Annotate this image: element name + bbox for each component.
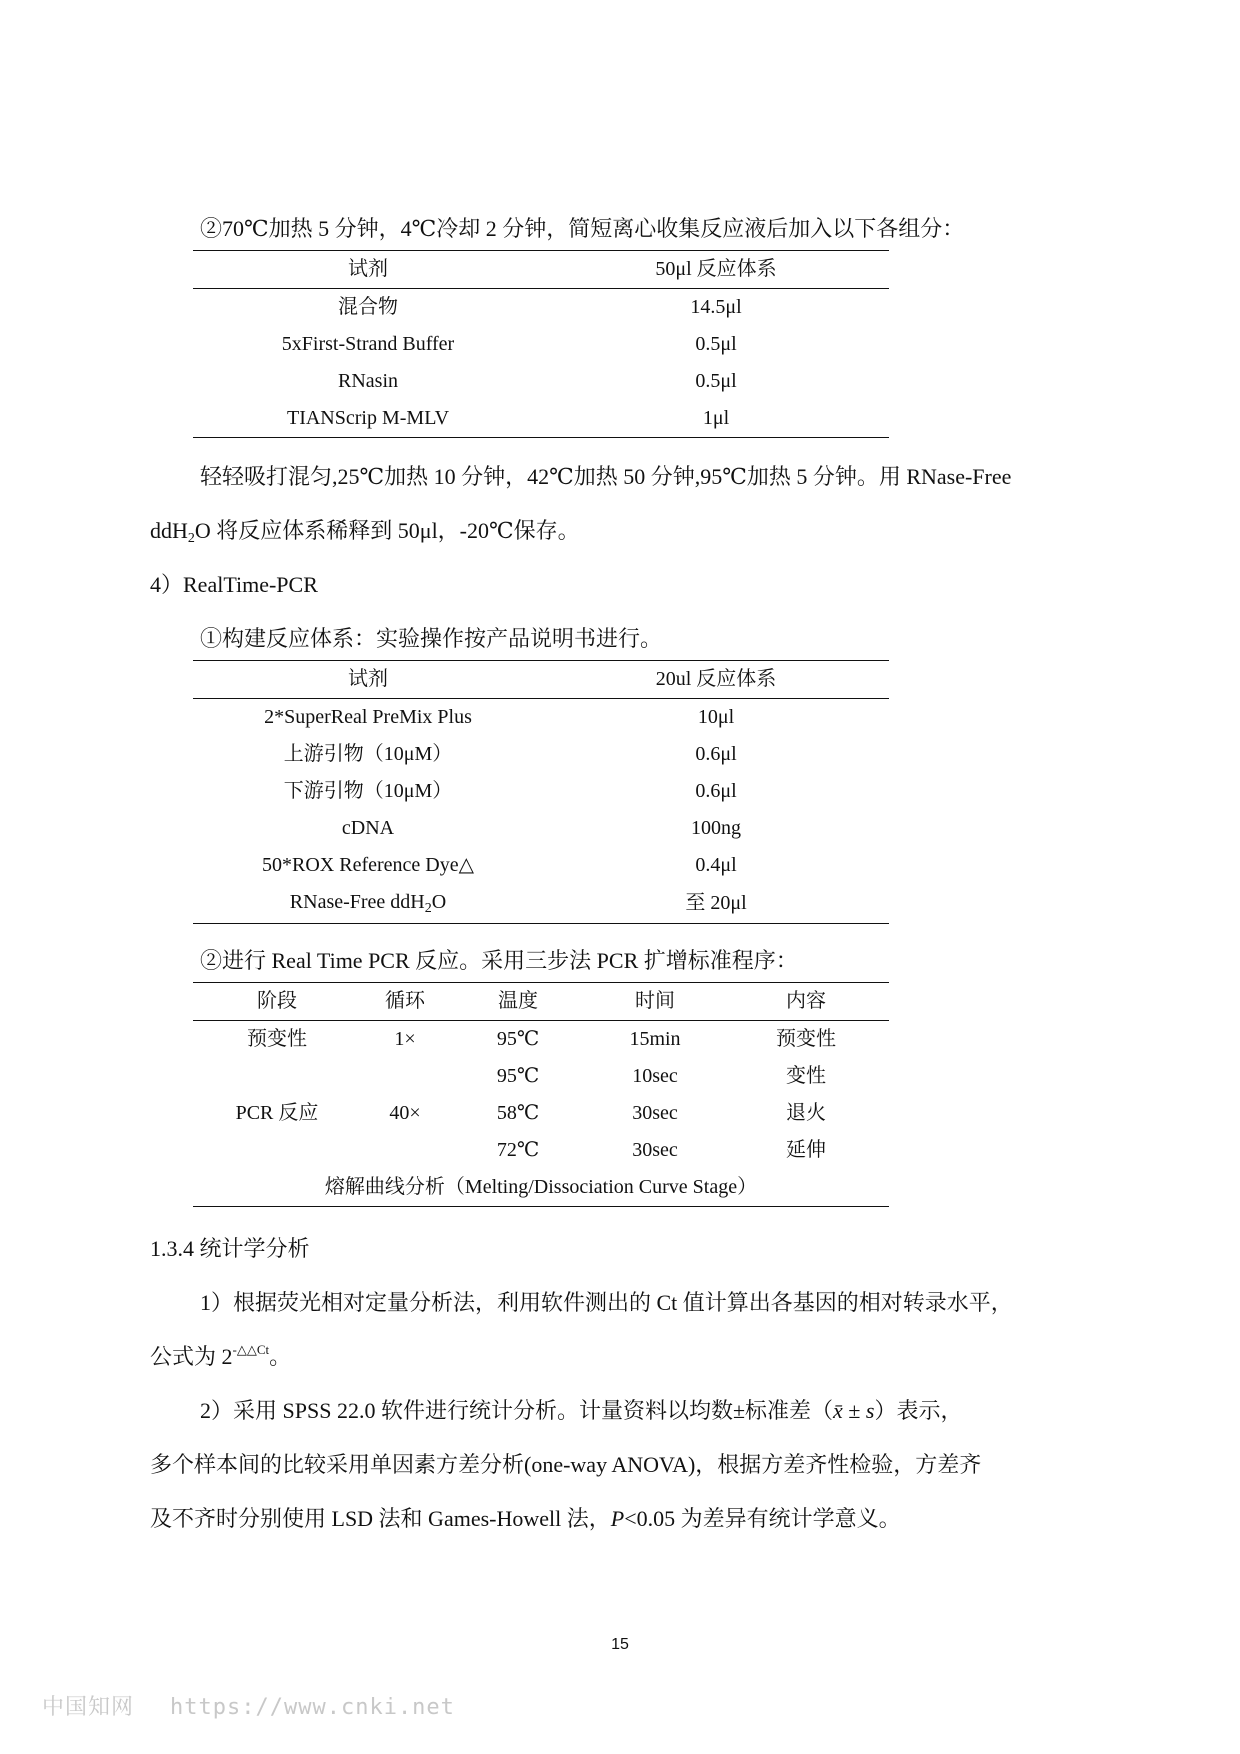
table-cell: RNasin	[338, 370, 398, 392]
table-cell: 100ng	[691, 817, 741, 839]
table-cell: 58℃	[496, 1102, 540, 1124]
watermark-url: https://www.cnki.net	[170, 1695, 455, 1720]
subscript: 2	[424, 901, 432, 916]
table-cell: 至 20μl	[685, 892, 747, 914]
text-span: RNase-Free ddH	[289, 891, 425, 913]
table-header-cell: 阶段	[257, 990, 297, 1012]
watermark	[42, 1690, 455, 1721]
table-cell: 40×	[389, 1102, 421, 1124]
table-cell: 30sec	[632, 1102, 678, 1124]
text-span: ddH	[150, 518, 188, 543]
formula-mean-sd: x̄ ± s	[833, 1398, 875, 1423]
table-cell: 5xFirst-Strand Buffer	[281, 333, 455, 355]
stats-paragraph2-line3	[150, 1505, 901, 1533]
table-row	[193, 847, 889, 884]
section-heading-statistics: 1.3.4 统计学分析	[150, 1236, 310, 1261]
table-reagents-20ul	[193, 660, 889, 924]
table-cell: 72℃	[496, 1139, 540, 1161]
table-row	[193, 363, 889, 400]
table-reagents-50ul	[193, 250, 889, 438]
p-value-symbol: P	[610, 1506, 625, 1531]
subscript: 2	[187, 531, 195, 546]
table-header-cell: 温度	[498, 990, 538, 1012]
table-row	[193, 400, 889, 438]
table-cell: 10μl	[697, 706, 735, 728]
table-cell: 2*SuperReal PreMix Plus	[264, 706, 472, 728]
stats-paragraph2-line1	[200, 1397, 962, 1425]
table-cell: 上游引物（10μM）	[283, 743, 453, 765]
table-header-cell: 试剂	[348, 258, 388, 280]
watermark-cnki-name: 中国知网	[42, 1695, 135, 1720]
table-header-cell: 内容	[786, 990, 826, 1012]
table-cell: 95℃	[496, 1028, 540, 1050]
text-span: 。	[269, 1344, 292, 1369]
table-row	[193, 736, 889, 773]
table-cell	[193, 884, 543, 924]
text-span: <0.05 为差异有统计学意义。	[624, 1506, 901, 1531]
table-cell: 预变性	[247, 1028, 307, 1050]
text-span: ）表示，	[874, 1398, 963, 1423]
table-cell: 30sec	[632, 1139, 678, 1161]
section-heading-realtime-pcr: 4）RealTime-PCR	[150, 572, 318, 597]
table-cell: 15min	[629, 1028, 681, 1050]
stats-paragraph1-line1: 1）根据荧光相对定量分析法，利用软件测出的 Ct 值计算出各基因的相对转录水平，	[200, 1290, 1013, 1315]
table-footer-cell: 熔解曲线分析（Melting/Dissociation Curve Stage）	[324, 1176, 758, 1198]
table-cell: 0.6μl	[695, 780, 737, 802]
table-cell: 0.6μl	[695, 743, 737, 765]
table-row	[193, 1021, 889, 1059]
table-row	[193, 810, 889, 847]
text-span: O 将反应体系稀释到 50μl，-20℃保存。	[194, 518, 580, 543]
table-row	[193, 1169, 889, 1207]
text-span: 公式为 2	[150, 1344, 233, 1369]
text-span: O	[431, 891, 447, 913]
table-cell: PCR 反应	[235, 1102, 319, 1124]
table-header-cell: 20ul 反应体系	[655, 668, 777, 690]
table-cell: 50*ROX Reference Dye△	[262, 854, 474, 876]
step1-intro: ①构建反应体系：实验操作按产品说明书进行。	[200, 626, 663, 651]
table-cell: 0.5μl	[695, 333, 737, 355]
table-cell: 下游引物（10μM）	[283, 780, 453, 802]
table-cell: 14.5μl	[690, 296, 742, 318]
stats-paragraph1-line2	[150, 1343, 291, 1374]
mix-paragraph-line2	[150, 517, 580, 549]
table-header-cell: 时间	[635, 990, 675, 1012]
step2-intro: ②70℃加热 5 分钟，4℃冷却 2 分钟，简短离心收集反应液后加入以下各组分：	[200, 216, 965, 241]
table-header-row	[193, 251, 889, 289]
table-cell: 1μl	[702, 407, 730, 429]
table-row	[193, 773, 889, 810]
table-cell: 0.5μl	[695, 370, 737, 392]
page-number: 15	[611, 1636, 629, 1653]
text-span: 2）采用 SPSS 22.0 软件进行统计分析。计量资料以均数±标准差（	[200, 1398, 834, 1423]
table-cell: 预变性	[776, 1028, 836, 1050]
table-pcr-program	[193, 982, 889, 1207]
step2-pcr-intro: ②进行 Real Time PCR 反应。采用三步法 PCR 扩增标准程序：	[200, 948, 798, 973]
table-row	[193, 289, 889, 327]
mix-paragraph-line1: 轻轻吸打混匀,25℃加热 10 分钟，42℃加热 50 分钟,95℃加热 5 分钟。用 RNase-Free	[200, 464, 1012, 489]
table-header-cell: 试剂	[348, 668, 388, 690]
table-cell: 退火	[786, 1102, 826, 1124]
text-span: 及不齐时分别使用 LSD 法和 Games-Howell 法，	[150, 1506, 611, 1531]
superscript: -△△Ct	[232, 1342, 270, 1357]
table-cell: 1×	[394, 1028, 416, 1050]
table-cell: 变性	[786, 1065, 826, 1087]
stats-paragraph2-line2: 多个样本间的比较采用单因素方差分析(one-way ANOVA)，根据方差齐性检验，方差齐	[150, 1452, 982, 1477]
table-cell: 混合物	[338, 296, 398, 318]
table-header-row	[193, 983, 889, 1021]
table-cell: TIANScrip M-MLV	[286, 407, 450, 429]
table-cell: 95℃	[496, 1065, 540, 1087]
table-row	[193, 1058, 889, 1095]
table-row	[193, 326, 889, 363]
table-cell: 10sec	[632, 1065, 678, 1087]
table-cell: 延伸	[786, 1139, 826, 1161]
table-header-row	[193, 661, 889, 699]
table-cell: 0.4μl	[695, 854, 737, 876]
table-row	[193, 884, 889, 924]
table-header-cell: 50μl 反应体系	[655, 258, 777, 280]
table-row	[193, 699, 889, 737]
table-header-cell: 循环	[385, 990, 425, 1012]
table-cell: cDNA	[341, 817, 395, 839]
